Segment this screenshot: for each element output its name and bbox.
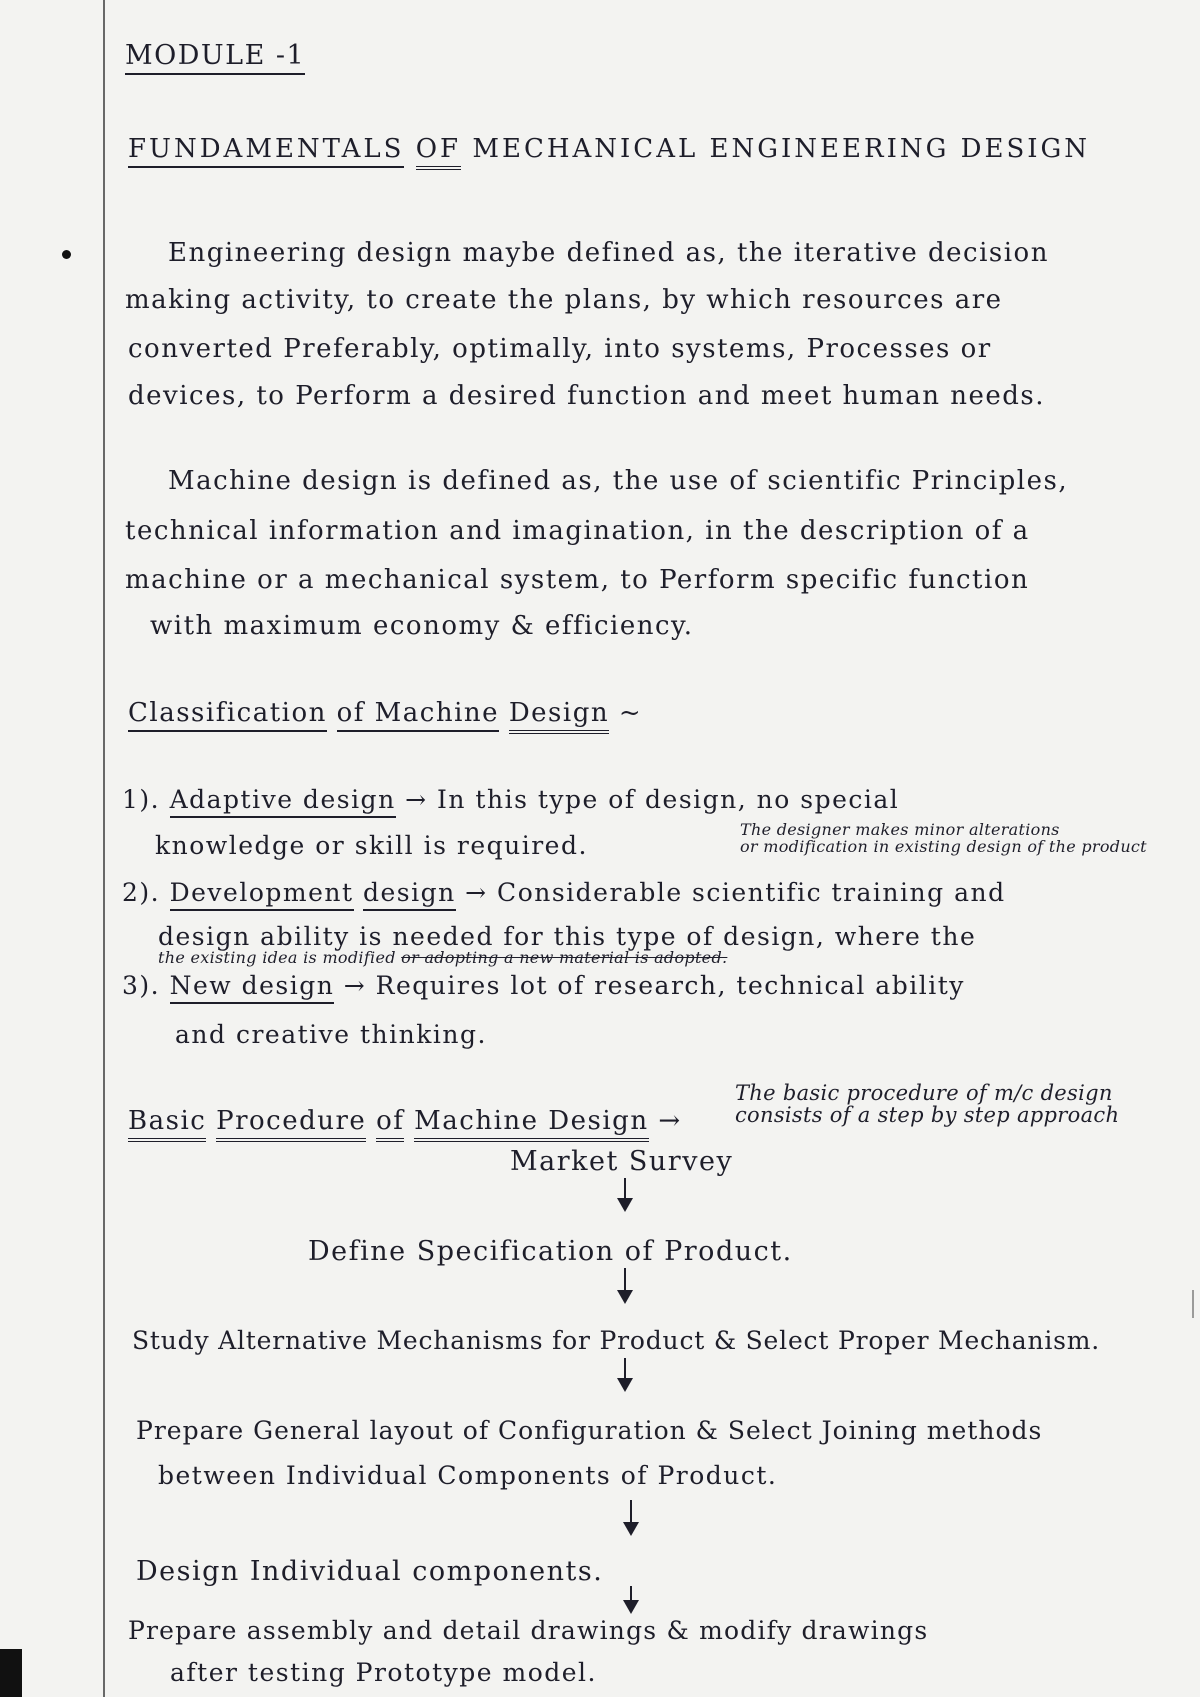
design-word: Design (509, 698, 609, 734)
item-adaptive-line2: knowledge or skill is required. (155, 831, 588, 860)
bullet-dot (62, 250, 71, 259)
page-mark (1192, 1290, 1194, 1318)
down-arrow-icon (630, 1500, 632, 1534)
para2-line1: Machine design is defined as, the use of scientific Principles, (168, 466, 1069, 496)
para2-line4: with maximum economy & efficiency. (150, 611, 694, 641)
classification-word: Classification (128, 698, 327, 732)
item2-note-b: or adopting a new material is adopted. (401, 948, 728, 967)
module-title-text: MODULE -1 (125, 40, 305, 75)
flow-step-market-survey: Market Survey (510, 1146, 734, 1177)
procedure-word: Procedure (216, 1106, 366, 1142)
flow-step-define-specification: Define Specification of Product. (308, 1236, 793, 1267)
procedure-note-line2: consists of a step by step approach (735, 1103, 1120, 1128)
of-word: of (376, 1106, 404, 1142)
item1-note-line1: The designer makes minor alterations (740, 820, 1060, 839)
main-heading (128, 136, 1090, 162)
item2-note-a: the existing idea is modified (158, 948, 396, 967)
procedure-heading-tail: → (648, 1106, 682, 1136)
item1-note (740, 822, 1147, 856)
item-development-line2: design ability is needed for this type of design, where the (158, 922, 977, 951)
heading-word-of: OF (416, 134, 461, 170)
para2-line3: machine or a mechanical system, to Perform specific function (125, 565, 1030, 595)
of-machine-word: of Machine (337, 698, 499, 732)
para2-line2: technical information and imagination, in the description of a (125, 516, 1030, 546)
flow-step-general-layout-line1: Prepare General layout of Configuration & Select Joining methods (136, 1416, 1043, 1445)
item1-term: Adaptive design (170, 785, 396, 818)
item2-note (158, 950, 727, 967)
item-new (122, 973, 965, 998)
heading-tail: ~ (609, 698, 643, 728)
down-arrow-icon (624, 1358, 626, 1390)
item1-note-line2: or modification in existing design of the product (740, 836, 1147, 856)
module-title (125, 42, 305, 69)
item2-number: 2). (122, 878, 161, 907)
item3-number: 3). (122, 971, 161, 1000)
margin-line (103, 0, 105, 1697)
basic-word: Basic (128, 1106, 206, 1142)
heading-word-rest: MECHANICAL ENGINEERING DESIGN (472, 134, 1091, 164)
flow-step-assembly-drawings-line1: Prepare assembly and detail drawings & modify drawings (128, 1616, 929, 1645)
item2-term-b: design (363, 878, 456, 911)
page-corner-mark (0, 1649, 22, 1697)
para1-line2: making activity, to create the plans, by which resources are (125, 285, 1003, 315)
item3-term: New design (170, 971, 335, 1004)
down-arrow-icon (624, 1268, 626, 1302)
item1-number: 1). (122, 785, 161, 814)
procedure-note-line1: The basic procedure of m/c design (735, 1081, 1113, 1105)
heading-word-fundamentals: FUNDAMENTALS (128, 134, 404, 168)
para1-line3: converted Preferably, optimally, into systems, Processes or (128, 334, 992, 364)
flow-step-study-mechanisms: Study Alternative Mechanisms for Product & Select Proper Mechanism. (132, 1326, 1101, 1355)
procedure-note (735, 1082, 1119, 1126)
flow-step-assembly-drawings-line2: after testing Prototype model. (170, 1658, 597, 1687)
item-new-line2: and creative thinking. (175, 1020, 487, 1049)
item-adaptive (122, 787, 899, 812)
flow-step-general-layout-line2: between Individual Components of Product. (158, 1461, 778, 1490)
para1-line1: Engineering design maybe defined as, the iterative decision (168, 238, 1049, 268)
classification-heading (128, 700, 642, 726)
flow-step-design-components: Design Individual components. (136, 1556, 604, 1587)
para1-line4: devices, to Perform a desired function and meet human needs. (128, 381, 1045, 411)
machine-design-word: Machine Design (414, 1106, 648, 1142)
item2-term-a: Development (170, 878, 354, 911)
item2-text: → Considerable scientific training and (455, 878, 1006, 907)
procedure-heading (128, 1108, 682, 1134)
down-arrow-icon (624, 1178, 626, 1210)
item1-text: → In this type of design, no special (395, 785, 900, 814)
down-arrow-icon (630, 1586, 632, 1612)
item3-text: → Requires lot of research, technical ability (334, 971, 965, 1000)
item-development (122, 880, 1006, 905)
